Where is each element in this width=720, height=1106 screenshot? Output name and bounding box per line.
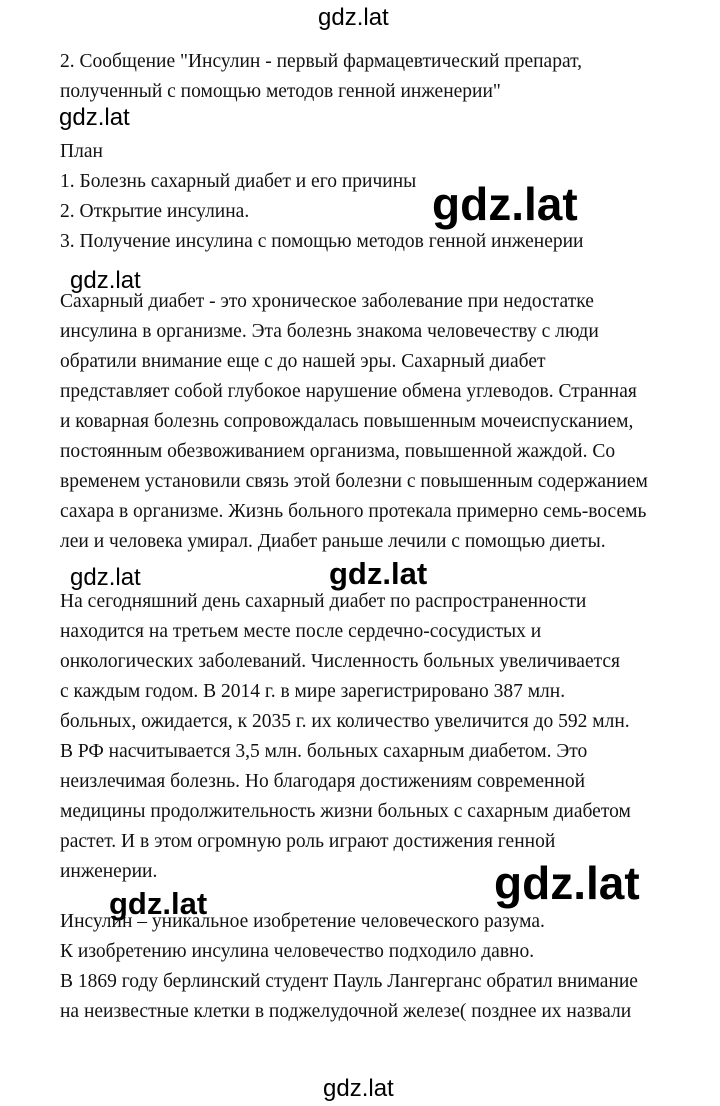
watermark-bottom: gdz.lat (323, 1075, 394, 1102)
watermark-top: gdz.lat (318, 4, 389, 31)
watermark-text: gdz.lat (70, 564, 141, 591)
paragraph-2-line: На сегодняшний день сахарный диабет по распространенности (60, 591, 587, 612)
paragraph-2-line: неизлечимая болезнь. Но благодаря достижениям современной (60, 771, 586, 792)
paragraph-1-line: леи и человека умирал. Диабет раньше лечили с помощью диеты. (60, 531, 606, 552)
message-title-line: полученный с помощью методов генной инженерии" (60, 81, 501, 102)
paragraph-1-line: временем установили связь этой болезни с повышенным содержанием (60, 471, 648, 492)
paragraph-3-line: В 1869 году берлинский студент Пауль Лангерганс обратил внимание (60, 971, 638, 992)
paragraph-2-line: с каждым годом. В 2014 г. в мире зарегистрировано 387 млн. (60, 681, 566, 702)
paragraph-2-line: растет. И в этом огромную роль играют достижения генной (60, 831, 556, 852)
paragraph-3-line: Инсулин – уникальное изобретение человеческого разума. (60, 911, 545, 932)
paragraph-1-line: сахара в организме. Жизнь больного протекала примерно семь-восемь (60, 501, 647, 522)
paragraph-1-line: инсулина в организме. Эта болезнь знакома человечеству с люди (60, 321, 599, 342)
watermark-text: gdz.lat (109, 886, 208, 921)
watermark-text: gdz.lat (329, 556, 428, 591)
plan-item: 3. Получение инсулина с помощью методов генной инженерии (60, 231, 584, 252)
watermark-text: gdz.lat (432, 178, 578, 230)
paragraph-1-line: обратили внимание еще с до нашей эры. Сахарный диабет (60, 351, 546, 372)
paragraph-2-line: онкологических заболеваний. Численность больных увеличивается (60, 651, 620, 672)
paragraph-1-line: и коварная болезнь сопровождалась повышенным мочеиспусканием, (60, 411, 634, 432)
paragraph-1-line: постоянным обезвоживанием организма, повышенной жаждой. Со (60, 441, 616, 462)
paragraph-2-line: больных, ожидается, к 2035 г. их количество увеличится до 592 млн. (60, 711, 630, 732)
plan-item: 2. Открытие инсулина. (60, 201, 250, 222)
paragraph-2-line: инженерии. (60, 861, 158, 882)
paragraph-2-line: В РФ насчитывается 3,5 млн. больных сахарным диабетом. Это (60, 741, 588, 762)
paragraph-3-line: на неизвестные клетки в поджелудочной железе( позднее их назвали (60, 1001, 632, 1022)
watermark-text: gdz.lat (70, 267, 141, 294)
paragraph-2-line: медицины продолжительность жизни больных с сахарным диабетом (60, 801, 631, 822)
watermark-text: gdz.lat (494, 857, 640, 909)
plan-item: 1. Болезнь сахарный диабет и его причины (60, 171, 417, 192)
paragraph-1-line: Сахарный диабет - это хроническое заболевание при недостатке (60, 291, 594, 312)
paragraph-3-line: К изобретению инсулина человечество подходило давно. (60, 941, 535, 962)
paragraph-1-line: представляет собой глубокое нарушение обмена углеводов. Странная (60, 381, 637, 402)
message-title-line: 2. Сообщение "Инсулин - первый фармацевтический препарат, (60, 51, 583, 72)
paragraph-2-line: находится на третьем месте после сердечно-сосудистых и (60, 621, 542, 642)
watermark-text: gdz.lat (59, 104, 130, 131)
plan-heading: План (60, 141, 103, 162)
